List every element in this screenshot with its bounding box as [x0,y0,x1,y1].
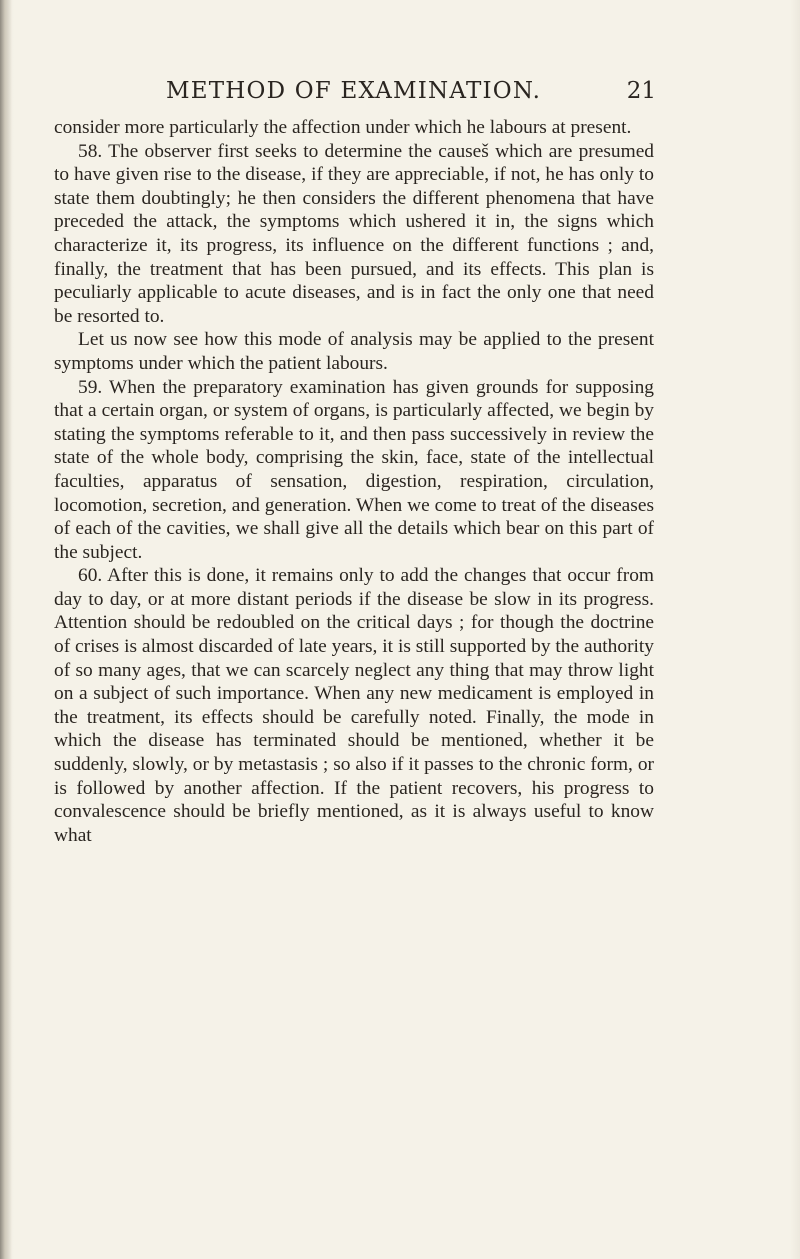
paragraph-59: 59. When the preparatory examination has given grounds for supposing that a certain organ, or system of organs, is particularly affected, we begin by stating the symptoms referable to it, and then pass successively in review the state of the whole body, comprising the skin, face, state of the intellectual faculties, apparatus of sensation, digestion, respiration, circulation, locomotion, secretion, and generation. When we come to treat of the diseases of each of the cavities, we shall give all the details which bear on this part of the subject. [54,376,654,563]
paragraph-analysis: Let us now see how this mode of analysis may be applied to the present symptoms under which the patient labours. [54,329,654,374]
page-binding-shadow [0,0,12,1259]
page-header [166,78,656,110]
paragraph-continued: consider more particularly the affection under which he labours at present. [54,117,632,138]
body-text [54,116,654,847]
paragraph-58: 58. The observer first seeks to determine the causeš which are presumed to have given rise to the disease, if they are appreciable, if not, he has only to state them doubtingly; he then considers the different phenomena that have preceded the attack, the symptoms which ushered it in, the signs which characterize it, its progress, its influence on the different functions ; and, finally, the treatment that has been pursued, and its effects. This plan is peculiarly applicable to acute diseases, and is in fact the only one that need be resorted to. [54,140,654,327]
running-title: METHOD OF EXAMINATION. [166,78,542,104]
page-number: 21 [626,78,656,104]
paragraph-60: 60. After this is done, it remains only to add the changes that occur from day to day, or at more distant periods if the disease be slow in its progress. Attention should be redoubled on the critical days ; for though the doctrine of crises is almost discarded of late years, it is still supported by the authority of so many ages, that we can scarcely neglect any thing that may throw light on a subject of such importance. When any new medicament is employed in the treatment, its effects should be carefully noted. Finally, the mode in which the disease has terminated should be mentioned, whether it be suddenly, slowly, or by metastasis ; so also if it passes to the chronic form, or is followed by another affection. If the patient recovers, his progress to convalescence should be briefly mentioned, as it is always useful to know what [54,565,654,846]
